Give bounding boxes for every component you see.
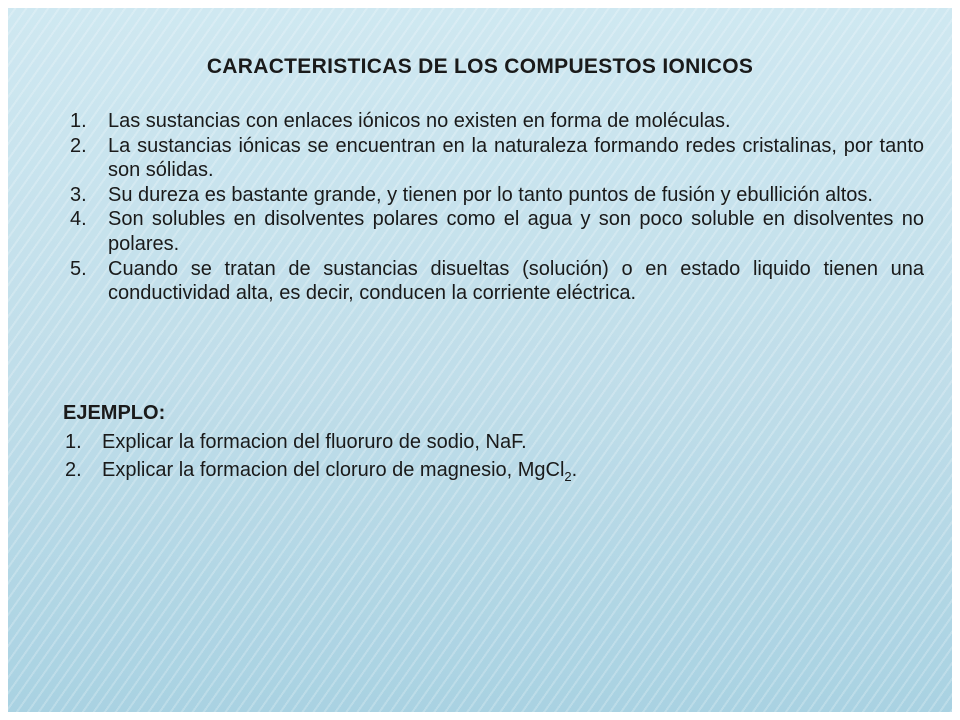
example-suffix: . bbox=[571, 459, 578, 481]
list-item bbox=[68, 109, 924, 134]
item-number: 5. bbox=[70, 257, 87, 280]
characteristics-list bbox=[68, 109, 924, 306]
example-item bbox=[63, 428, 577, 456]
item-text: Son solubles en disolventes polares como el agua y son poco soluble en disolventes no polares. bbox=[108, 208, 924, 255]
item-text: Cuando se tratan de sustancias disueltas (solución) o en estado liquido tienen una conductividad alta, es decir, conducen la corriente eléctrica. bbox=[108, 257, 924, 305]
list-item bbox=[68, 183, 924, 208]
slide-title: CARACTERISTICAS DE LOS COMPUESTOS IONICOS bbox=[206, 55, 754, 78]
example-number: 1. bbox=[65, 431, 82, 453]
list-item bbox=[68, 257, 924, 306]
list-item bbox=[68, 134, 924, 183]
example-text: Explicar la formacion del fluoruro de sodio, NaF. bbox=[102, 431, 527, 453]
item-text: Su dureza es bastante grande, y tienen por lo tanto puntos de fusión y ebullición altos. bbox=[108, 183, 873, 206]
item-number: 4. bbox=[70, 208, 87, 231]
item-text: La sustancias iónicas se encuentran en la naturaleza formando redes cristalinas, por tanto son sólidas. bbox=[108, 134, 924, 182]
item-number: 2. bbox=[70, 134, 87, 157]
item-number: 1. bbox=[70, 110, 87, 132]
item-number: 3. bbox=[70, 183, 87, 206]
example-item bbox=[63, 456, 577, 491]
slide bbox=[8, 8, 952, 712]
list-item bbox=[68, 207, 924, 256]
subscript: 2 bbox=[564, 469, 572, 484]
examples-list bbox=[63, 428, 577, 491]
example-number: 2. bbox=[65, 459, 82, 481]
item-text: Las sustancias con enlaces iónicos no existen en forma de moléculas. bbox=[108, 110, 731, 132]
example-text: Explicar la formacion del cloruro de magnesio, MgCl bbox=[102, 459, 565, 481]
example-heading: EJEMPLO: bbox=[63, 402, 166, 424]
